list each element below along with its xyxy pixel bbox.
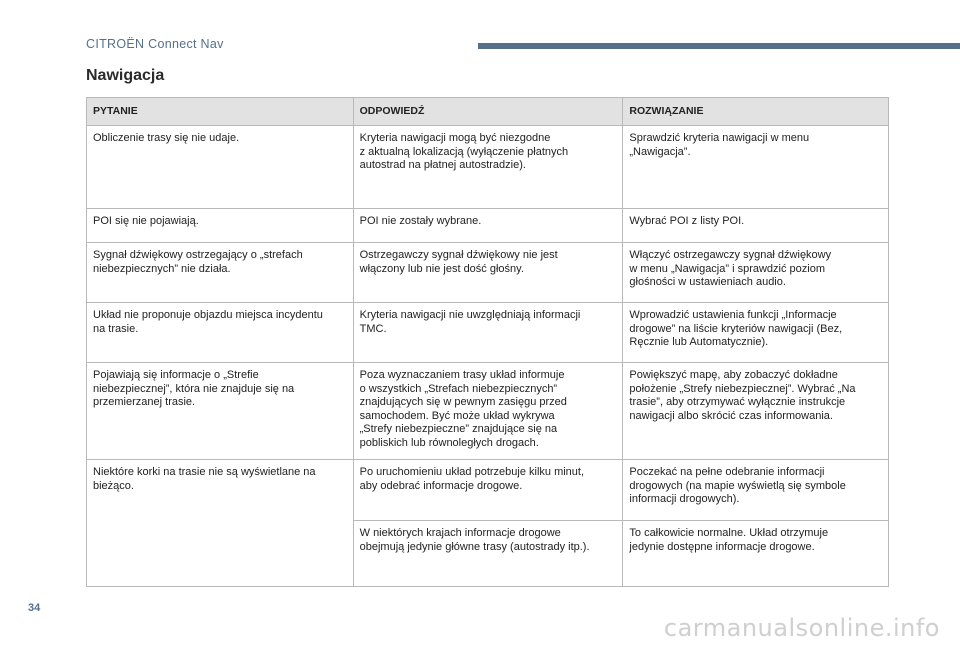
solution-cell bbox=[623, 460, 889, 521]
question-text: Obliczenie trasy się nie udaje. bbox=[93, 132, 240, 144]
solution-cell bbox=[623, 521, 889, 587]
answer-text: Ostrzegawczy sygnał dźwiękowy nie jest włączony lub nie jest dość głośny. bbox=[359, 249, 558, 275]
answer-text: POI nie zostały wybrane. bbox=[359, 215, 482, 227]
answer-cell bbox=[353, 209, 623, 243]
answer-text: Kryteria nawigacji nie uwzględniają informacji TMC. bbox=[359, 309, 581, 335]
table-row bbox=[87, 209, 889, 243]
answer-text: Kryteria nawigacji mogą być niezgodne z aktualną lokalizacją (wyłączenie płatnych autostrad na płatnej autostradzie). bbox=[359, 132, 569, 171]
question-text: Niektóre korki na trasie nie są wyświetlane na bieżąco. bbox=[93, 466, 316, 492]
solution-text: Wybrać POI z listy POI. bbox=[629, 215, 745, 227]
watermark-text: carmanualsonline.info bbox=[663, 614, 940, 642]
solution-cell bbox=[623, 209, 889, 243]
solution-text: Wprowadzić ustawienia funkcji „Informacje drogowe” na liście kryteriów nawigacji (Bez, Ręcznie lub Automatycznie). bbox=[629, 309, 843, 348]
faq-table bbox=[86, 97, 889, 587]
table-header-row bbox=[87, 98, 889, 126]
answer-text: Poza wyznaczaniem trasy układ informuje o wszystkich „Strefach niebezpiecznych” znajdujących się w pewnym zasięgu przed samochodem. Być może układ wykrywa „Strefy niebezpieczne” znajdujące się na pobliskich lub równoległych drogach. bbox=[359, 369, 567, 449]
solution-cell bbox=[623, 363, 889, 460]
question-text: POI się nie pojawiają. bbox=[93, 215, 199, 227]
question-text: Pojawiają się informacje o „Strefie niebezpiecznej”, która nie znajduje się na przemierzanej trasie. bbox=[93, 369, 295, 408]
answer-cell bbox=[353, 243, 623, 303]
solution-text: Sprawdzić kryteria nawigacji w menu „Nawigacja”. bbox=[629, 132, 810, 158]
section-title: Nawigacja bbox=[86, 67, 165, 84]
solution-cell bbox=[623, 126, 889, 209]
table-row bbox=[87, 126, 889, 209]
question-cell bbox=[87, 243, 354, 303]
answer-cell bbox=[353, 363, 623, 460]
question-cell bbox=[87, 460, 354, 587]
column-header-answer: ODPOWIEDŹ bbox=[353, 98, 623, 126]
column-header-question: PYTANIE bbox=[87, 98, 354, 126]
header-title: CITROËN Connect Nav bbox=[86, 37, 224, 51]
answer-cell bbox=[353, 521, 623, 587]
question-cell bbox=[87, 363, 354, 460]
question-cell bbox=[87, 303, 354, 363]
table-row bbox=[87, 460, 889, 521]
question-text: Sygnał dźwiękowy ostrzegający o „strefach niebezpiecznych” nie działa. bbox=[93, 249, 303, 275]
table-row bbox=[87, 363, 889, 460]
solution-text: Poczekać na pełne odebranie informacji drogowych (na mapie wyświetlą się symbole informacji drogowych). bbox=[629, 466, 846, 505]
answer-cell bbox=[353, 303, 623, 363]
answer-text: Po uruchomieniu układ potrzebuje kilku minut, aby odebrać informacje drogowe. bbox=[359, 466, 585, 492]
answer-cell bbox=[353, 126, 623, 209]
solution-cell bbox=[623, 243, 889, 303]
table-row bbox=[87, 303, 889, 363]
question-cell bbox=[87, 126, 354, 209]
table-row bbox=[87, 243, 889, 303]
header-accent-bar bbox=[478, 43, 960, 49]
page-number: 34 bbox=[28, 602, 41, 614]
answer-cell bbox=[353, 460, 623, 521]
solution-text: To całkowicie normalne. Układ otrzymuje jedynie dostępne informacje drogowe. bbox=[629, 527, 829, 553]
solution-text: Włączyć ostrzegawczy sygnał dźwiękowy w menu „Nawigacja” i sprawdzić poziom głośności w ustawieniach audio. bbox=[629, 249, 832, 288]
question-text: Układ nie proponuje objazdu miejsca incydentu na trasie. bbox=[93, 309, 323, 335]
solution-text: Powiększyć mapę, aby zobaczyć dokładne położenie „Strefy niebezpiecznej”. Wybrać „Na trasie”, aby otrzymywać wyłącznie instrukcje nawigacji albo skrócić czas informowania. bbox=[629, 369, 856, 422]
question-cell bbox=[87, 209, 354, 243]
answer-text: W niektórych krajach informacje drogowe obejmują jedynie główne trasy (autostrady itp.). bbox=[359, 527, 590, 553]
column-header-solution: ROZWIĄZANIE bbox=[623, 98, 889, 126]
solution-cell bbox=[623, 303, 889, 363]
